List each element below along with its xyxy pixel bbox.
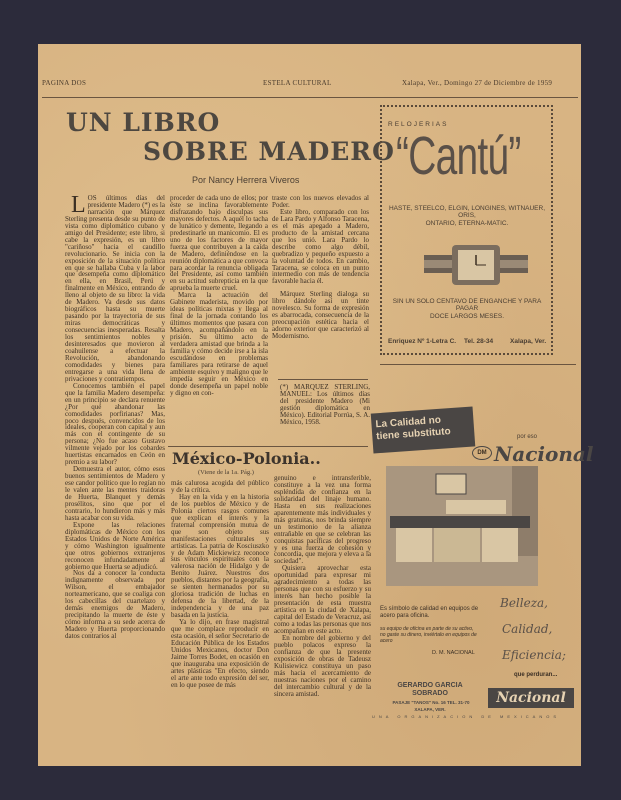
footnote-rule (278, 379, 368, 380)
script-word: Eficiencia; (502, 648, 566, 662)
footnote (280, 384, 370, 446)
paragraph: genuino e intransferible, constituye a la vez una forma espléndida de confianza en la solidaridad del linaje humano. Hasta en sus realizaciones aparentemente más individuales y más gratuitas, nos brinda siempre un testimonio de la alianza entrañable en que se celebran las conquistas pacíficas del progreso y es una fuerza de cohesión y concordia, que mejora y eleva a la sociedad". (274, 475, 371, 566)
ad-phone: Tel. 28-34 (464, 338, 494, 345)
paragraph: Este libro, comparado con los de Lara Pardo y Alfonso Taracena, es el más apegado a Madero, producto de la amistad cercana que los unió. Lara Pardo lo describe como algo débil, quebradizo y pequeño expuesto a la voluntad de todos. En cambio, Taracena, se coloca en un punto intermedio con más de tendencia favorable hacia él. (272, 207, 369, 286)
script-word: Belleza, (500, 596, 548, 610)
paragraph: Demuestra el autor, cómo esos buenos sentimientos de Madero y ese candor político que lo regían no le valen ante las mentes traidoras de Huerta, Blanquet y demás prosélitos, sino que por el contrario, lo hundieron más y más hasta acabar con su vida. (65, 465, 165, 522)
paragraph: proceder de cada uno de ellos; por éste se inclina favorablemente disfrazando bajo disculpas sus mayores defectos. A aquél lo tacha de lunático y demente, llegando a predestinarle un manicomio. El es uno de los factores de mayor fuerza que contribuyen a la caída de Madero, definiéndose en la reunión diplomática a que convoca para acordar la renuncia obligada del Presidente, así como también en su actitud subrepticia en la que aprueba la muerte cruel. (170, 195, 268, 293)
ad-brands: HASTE, STEELCO, ELGIN, LONGINES, WITNAUER, ORIS, (388, 205, 546, 219)
ad-city: Xalapa, Ver. (510, 338, 547, 345)
article-title-line1: UN LIBRO (66, 108, 221, 137)
cantu-advertisement (380, 105, 553, 355)
nacional-advertisement (372, 410, 594, 720)
nacional-logo: Nacional (494, 442, 594, 466)
ad-offer: SIN UN SOLO CENTAVO DE ENGANCHE Y PARA PAGAR (392, 298, 542, 312)
polonia-title: México-Polonia.. (172, 449, 321, 468)
banner-text: La Calidad no (375, 414, 442, 431)
paragraph: traste con los nuevos elevados al Poder. (272, 195, 369, 209)
article-column-1 (65, 195, 165, 772)
paragraph: Márquez Sterling dialoga su libro dándole así un tinte novelesco. Su forma de expresión es abarrocada, consecuencia de la preocupación estética hacia el adorno exterior que caracterizó al Modernismo. (272, 290, 369, 341)
nacional-logo-footer: Nacional (488, 688, 574, 708)
ad-signature: D. M. NACIONAL (432, 650, 475, 656)
paragraph: Nos da a conocer la conducta indignamente observada por Wilson, el embajador norteamericano, que se coaliga con los cabecillas del cuartelazo y demás enemigos de Madero, precipitando la muerte de éste y cómo informa a su sede acerca de Madero y Huerta proporcionando datos contrarios al (65, 569, 165, 641)
dealer-address: PASAJE "TANOS" No. 16 TEL. 31-70 (392, 700, 470, 705)
paragraph: Conocemos también el papel que la familia Madero desempeña: en un principio se declara renuente ¿Por qué abandonar las comodidades porfirianas? Mas, poco después, convencidos de los ideales, cooperan con capital y aun más con el contingente de su persona; ¿No fue acaso Gustavo vilmente vejado por los cobardes huertistas encarnados en Ceón en premio a su labor? (65, 381, 165, 467)
tagline: que perduran... (514, 672, 558, 678)
article-column-3 (272, 195, 369, 375)
footnote-text: (*) MARQUEZ STERLING, MANUEL: Los últimos días del presidente Madero (Mi gestión diplomática en México). Editorial Porrúa, S. A. México, 1958. (280, 384, 370, 426)
paragraph: Expone las relaciones diplomáticas de México con los Estados Unidos de Norte América y cómo Washington igualmente que otros gobiernos extranjeros reconocen infundadamente al gobierno que Huerta se adjudicó. (65, 520, 165, 571)
paragraph: más calurosa acogida del público y de la crítica. (171, 480, 269, 494)
office-desk-illustration (386, 466, 538, 586)
paragraph: Marca la actuación del Gabinete maderista, movido por ideas políticas mixtas y llega al final de la jornada contando los últimos momentos que pasara con Madero, acompañándolo en la prisión. Su último acto de verdadera amistad que brinda a la familia y cómo decide irse a la isla escudándose en problemas familiares para retirarse de aquel ambiente esquivo y maligno que le impedía seguir en México en donde desempeña un papel noble y digno en con- (170, 291, 268, 397)
page-label: PAGINA DOS (42, 79, 87, 87)
dealer-city: XALAPA, VER. (414, 707, 446, 712)
header-rule (42, 97, 578, 98)
divider (380, 364, 576, 365)
ad-brands: ONTARIO, ETERNA-MATIC. (425, 220, 509, 227)
byline: Por Nancy Herrera Viveros (192, 175, 300, 185)
dealer-name: GERARDO GARCIA (397, 682, 463, 689)
drop-cap: L (71, 195, 86, 218)
ad-copy: su equipo de oficina es parte de su activo, no gaste su dinero, inviértalo en equipos de acero (380, 626, 477, 644)
ad-offer: DOCE LARGOS MESES. (429, 313, 505, 320)
dealer-name: SOBRADO (412, 690, 448, 697)
polonia-subtitle: (Viene de la 1a. Pág.) (198, 469, 254, 476)
section-name: ESTELA CULTURAL (263, 79, 332, 87)
script-word: Calidad, (502, 622, 553, 636)
polonia-column-1 (171, 480, 269, 790)
article-title-line2: SOBRE MADERO (143, 137, 395, 166)
paragraph: OS últimos días del presidente Madero (*) es la narración que Márquez Sterling presenta desde su punto de vista como diplomático cubano y amigo del Presidente; este libro, si cabe la expresión, es un libro "cariñoso" hacia el caudillo revolucionario. Se inicia con la exposición de la situación política en que se hallaba Cuba y la labor que desempeña como diplomático en ella, en Brasil, Perú y finalmente en México, entrando de lleno al objeto de su libro: la vida de Madero. Va desde sus datos biográficos hasta su muerte pasando por la trayectoria de sus miras democráticas y consecuencias inesperadas. Resalta los sentimientos nobles y desinteresados que movieron al coahuilense a efectuar la Revolución, abandonando comodidades y bienes para entregarse a una vida llena de privaciones y contratiempos. (65, 195, 165, 383)
paragraph: Ya lo dijo, en frase magistral que me complace reproducir en esta ocasión, el señor Secretario de Educación Pública de los Estados Unidos Mexicanos, doctor Don Jaime Torres Bodet, en ocasión en que inauguraba una exposición de artes plásticas "En efecto, siendo el arte ante todo expresión del ser, en lo que posee de más (171, 618, 269, 689)
ad-footer: UNA ORGANIZACION DE MEXICANOS (372, 714, 561, 719)
ad-brand-name: “Cantú” (396, 126, 521, 186)
ad-kicker: RELOJERIAS (388, 121, 449, 128)
ad-copy: Es símbolo de calidad en equipos de acero para oficina. (380, 606, 479, 619)
polonia-column-2 (274, 475, 371, 765)
newspaper-page (38, 44, 594, 766)
banner-text: tiene substituto (375, 426, 452, 443)
dm-logo-icon: DM (472, 446, 492, 460)
ad-address: Enriquez Nº 1-Letra C. (388, 338, 457, 345)
paragraph: En nombre del gobierno y del pueblo polacos expreso la confianza de que la presente exposición de obras de Tadeusz Kulisiewicz constituya un paso más hacia el acercamiento de nuestras naciones por el camino del intercambio cultural y de la sincera amistad. (274, 633, 371, 698)
paragraph: Quisiera aprovechar esta oportunidad para expresar mi agradecimiento a todas las personas que con su esfuerzo y su interés han hecho posible la presentación de esta muestra artística en la ciudad de Xalapa, capital del Estado de Veracruz, así como a todas las personas que nos acompañan en este acto. (274, 564, 371, 635)
wristwatch-icon (424, 241, 528, 291)
paragraph: Hay en la vida y en la historia de los pueblos de México y de Polonia ciertos rasgos comunes que explican el interés y la fraternal comprensión mutua de que son objeto sus manifestaciones culturales y artísticas. La patria de Kosciuszko y de Adam Mickiewicz reconoce sus vínculos espirituales con la valerosa nación de Hidalgo y de Benito Juárez. Nuestros dos pueblos, distantes por la geografía, se sienten hermanados por su gloriosa tradición de luchas en defensa de la libertad, de la independencia y de una paz basada en la justicia. (171, 492, 269, 620)
dateline: Xalapa, Ver., Domingo 27 de Diciembre de 1959 (402, 79, 553, 87)
quality-banner (371, 406, 476, 453)
article-column-2 (170, 195, 268, 445)
por-eso-text: por eso (517, 434, 538, 440)
section-divider (168, 446, 368, 447)
